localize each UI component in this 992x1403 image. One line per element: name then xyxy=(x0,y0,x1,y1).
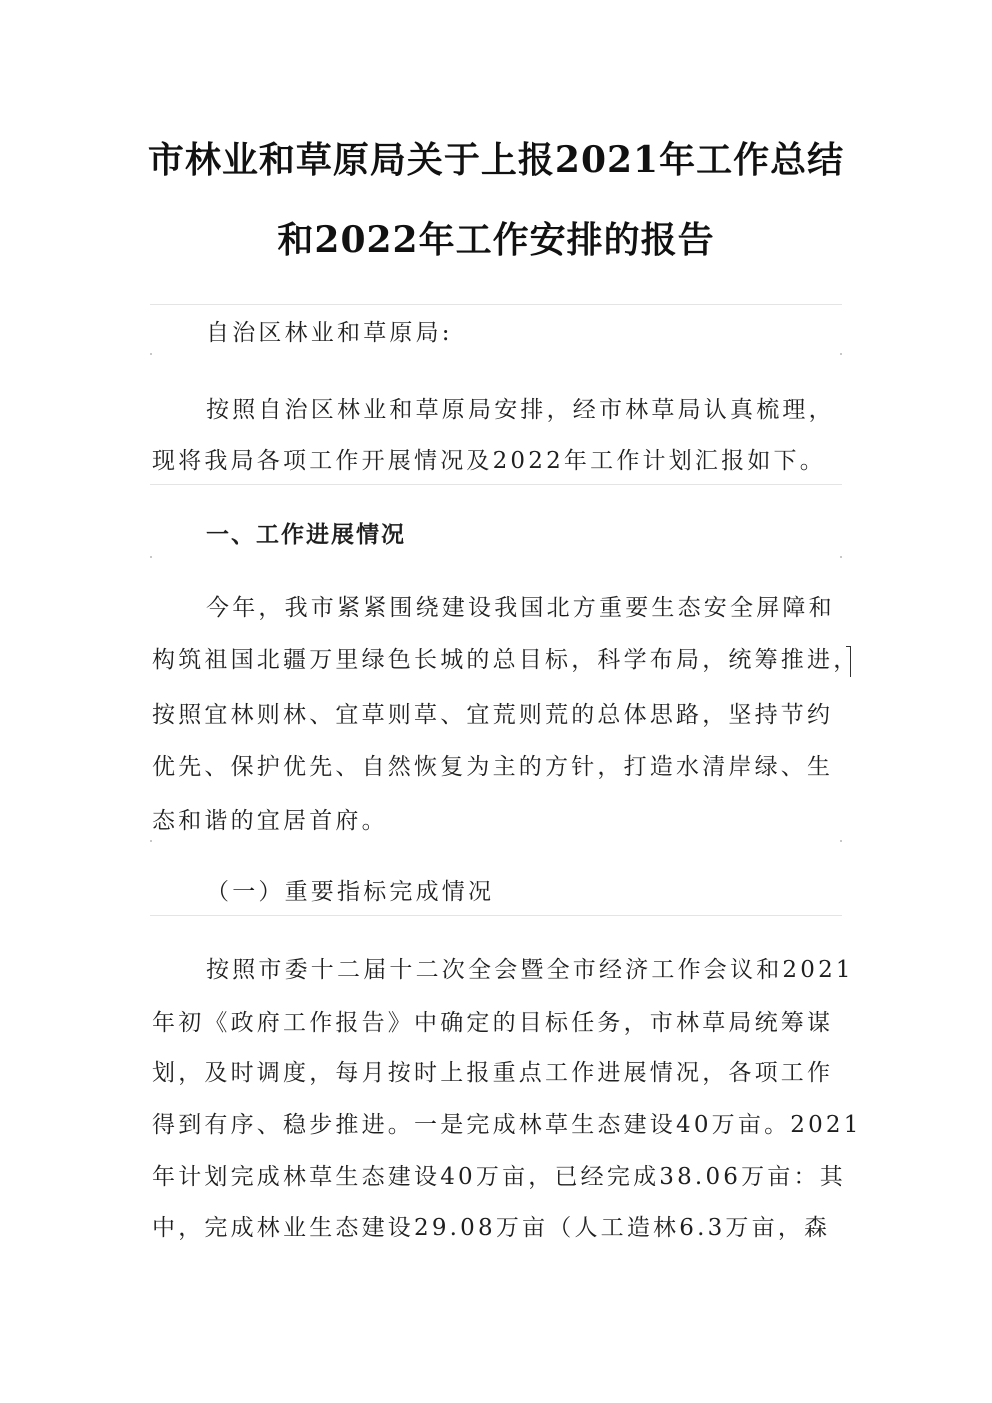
intro-line: 按照自治区林业和草原局安排，经市林草局认真梳理， xyxy=(206,397,835,423)
divider-tick xyxy=(150,353,152,355)
divider-tick xyxy=(150,556,152,558)
body-line: 构筑祖国北疆万里绿色长城的总目标，科学布局，统筹推进， xyxy=(152,647,860,673)
paragraph-divider xyxy=(150,304,842,305)
document-title-line-2: 和2022年工作安排的报告 xyxy=(277,219,715,261)
body-line: 态和谐的宜居首府。 xyxy=(152,808,388,834)
intro-line: 现将我局各项工作开展情况及2022年工作计划汇报如下。 xyxy=(152,448,826,474)
body-line: 划，及时调度，每月按时上报重点工作进展情况，各项工作 xyxy=(152,1060,834,1086)
divider-tick xyxy=(150,840,152,842)
divider-tick xyxy=(840,840,842,842)
margin-mark xyxy=(846,646,851,677)
body-line: 按照市委十二届十二次全会暨全市经济工作会议和2021 xyxy=(206,957,854,983)
body-line: 今年，我市紧紧围绕建设我国北方重要生态安全屏障和 xyxy=(206,595,835,621)
paragraph-divider xyxy=(150,915,842,916)
body-line: 中，完成林业生态建设29.08万亩（人工造林6.3万亩，森 xyxy=(152,1215,831,1241)
subsection-heading: （一）重要指标完成情况 xyxy=(206,879,495,905)
body-line: 按照宜林则林、宜草则草、宜荒则荒的总体思路，坚持节约 xyxy=(152,702,834,728)
divider-tick xyxy=(840,353,842,355)
document-title-line-1: 市林业和草原局关于上报2021年工作总结 xyxy=(147,139,845,181)
divider-tick xyxy=(840,556,842,558)
body-line: 得到有序、稳步推进。一是完成林草生态建设40万亩。2021 xyxy=(152,1112,862,1138)
paragraph-divider xyxy=(150,484,842,485)
body-line: 年初《政府工作报告》中确定的目标任务，市林草局统筹谋 xyxy=(152,1010,834,1036)
salutation: 自治区林业和草原局: xyxy=(206,320,453,346)
section-heading: 一、工作进展情况 xyxy=(206,521,406,548)
body-line: 年计划完成林草生态建设40万亩，已经完成38.06万亩：其 xyxy=(152,1164,846,1190)
body-line: 优先、保护优先、自然恢复为主的方针，打造水清岸绿、生 xyxy=(152,754,834,780)
